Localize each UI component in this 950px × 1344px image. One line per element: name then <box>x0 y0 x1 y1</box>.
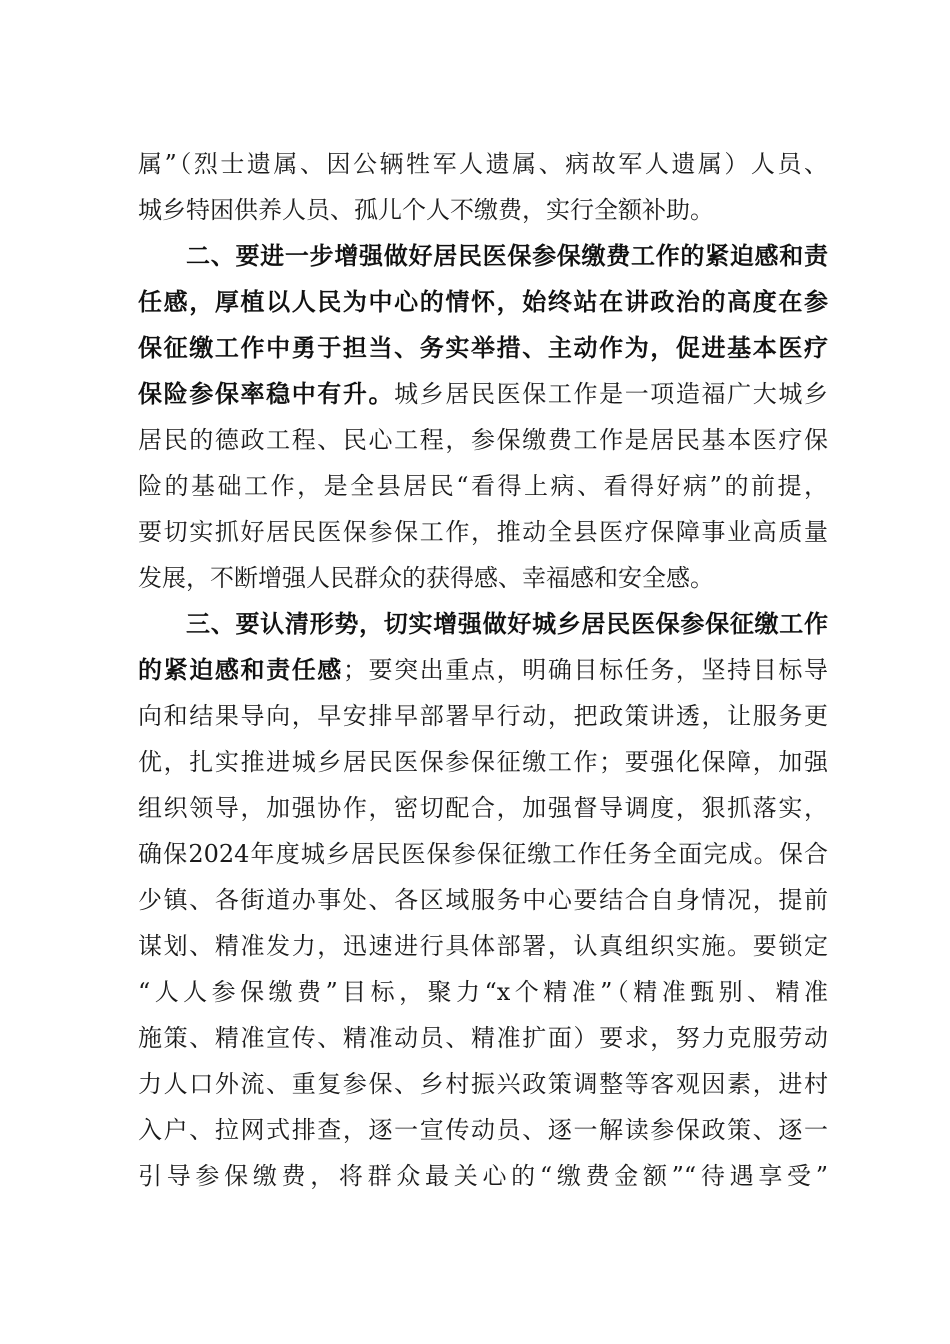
line-text: “人人参保缴费”目标，聚力“x个精准”（精准甄别、精准 <box>138 978 828 1006</box>
bold-heading-text: 任感，厚植以人民为中心的情怀，始终站在讲政治的高度在参 <box>138 288 828 316</box>
line-text: 发展，不断增强人民群众的获得感、幸福感和安全感。 <box>138 564 714 592</box>
paragraph-3-line-7 <box>138 876 828 924</box>
paragraph-3-line-3 <box>138 692 828 740</box>
paragraph-2-line-4 <box>138 370 828 418</box>
line-text: 施策、精准宣传、精准动员、精准扩面）要求，努力克服劳动 <box>138 1024 828 1052</box>
paragraph-3-line-2 <box>138 646 828 694</box>
line-text: 力人口外流、重复参保、乡村振兴政策调整等客观因素，进村 <box>138 1070 828 1098</box>
paragraph-2-line-6 <box>138 462 828 510</box>
paragraph-3-line-13 <box>138 1152 828 1200</box>
line-text: 属”（烈士遗属、因公辆牲军人遗属、病故军人遗属）人员、 <box>138 150 828 178</box>
line-text: 城乡特困供养人员、孤儿个人不缴费，实行全额补助。 <box>138 196 714 224</box>
line-text: 城乡居民医保工作是一项造福广大城乡 <box>394 380 829 408</box>
paragraph-3-line-12 <box>138 1106 828 1154</box>
line-text: 居民的德政工程、民心工程，参保缴费工作是居民基本医疗保 <box>138 426 828 454</box>
paragraph-1-line-1 <box>138 140 828 188</box>
paragraph-2-line-1 <box>186 232 828 280</box>
line-text: 谋划、精准发力，迅速进行具体部署，认真组织实施。要锁定 <box>138 932 828 960</box>
bold-heading-text: 保征缴工作中勇于担当、务实举措、主动作为，促进基本医疗 <box>138 334 828 362</box>
paragraph-3-line-10 <box>138 1014 828 1062</box>
bold-heading-text: 的紧迫感和责任感 <box>138 656 343 684</box>
line-text: 要切实抓好居民医保参保工作，推动全县医疗保障事业高质量 <box>138 518 828 546</box>
paragraph-3-line-4 <box>138 738 828 786</box>
line-text: 向和结果导向，早安排早部署早行动，把政策讲透，让服务更 <box>138 702 828 730</box>
line-text: 组织领导，加强协作，密切配合，加强督导调度，狠抓落实， <box>138 794 828 822</box>
line-text: 入户、拉网式排查，逐一宣传动员、逐一解读参保政策、逐一 <box>138 1116 828 1144</box>
line-text: 优，扎实推进城乡居民医保参保征缴工作；要强化保障，加强 <box>138 748 828 776</box>
line-text: 险的基础工作，是全县居民“看得上病、看得好病”的前提， <box>138 472 828 500</box>
bold-heading-text: 三、要认清形势，切实增强做好城乡居民医保参保征缴工作 <box>186 610 828 638</box>
paragraph-3-line-8 <box>138 922 828 970</box>
paragraph-3-line-6 <box>138 830 828 878</box>
paragraph-3-line-5 <box>138 784 828 832</box>
line-text: 引导参保缴费，将群众最关心的“缴费金额”“待遇享受” <box>138 1162 828 1190</box>
paragraph-3-line-1 <box>186 600 828 648</box>
paragraph-2-line-7 <box>138 508 828 556</box>
line-text: ；要突出重点，明确目标任务，坚持目标导 <box>342 656 829 684</box>
paragraph-2-line-8 <box>138 554 828 602</box>
line-text: 确保2024年度城乡居民医保参保征缴工作任务全面完成。保合 <box>138 840 828 868</box>
line-text: 少镇、各街道办事处、各区域服务中心要结合自身情况，提前 <box>138 886 828 914</box>
paragraph-3-line-9 <box>138 968 828 1016</box>
bold-heading-text: 二、要进一步增强做好居民医保参保缴费工作的紧迫感和责 <box>186 242 828 270</box>
bold-heading-text: 保险参保率稳中有升。 <box>138 380 395 408</box>
paragraph-1-line-2 <box>138 186 828 234</box>
paragraph-3-line-11 <box>138 1060 828 1108</box>
paragraph-2-line-5 <box>138 416 828 464</box>
paragraph-2-line-3 <box>138 324 828 372</box>
paragraph-2-line-2 <box>138 278 828 326</box>
